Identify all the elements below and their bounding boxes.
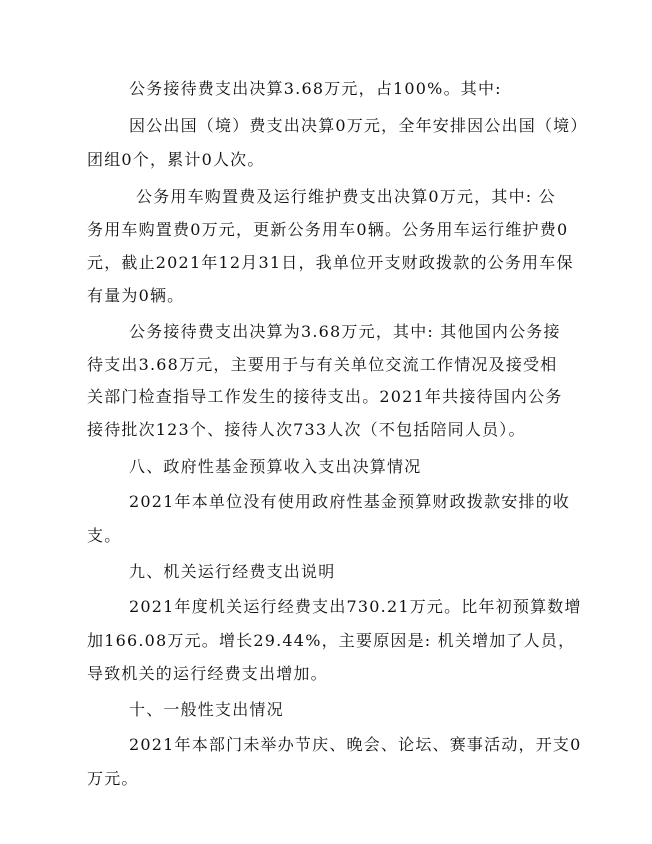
section-heading-8: 八、政府性基金预算收入支出决算情况 xyxy=(129,457,422,476)
text-line-overseas-groups: 团组0个，累计0人次。 xyxy=(87,150,265,169)
text-line-general-2: 万元。 xyxy=(87,769,139,788)
text-line-overseas-travel: 因公出国（境）费支出决算0万元，全年安排因公出国（境） xyxy=(129,116,588,135)
text-line-general-1: 2021年本部门未举办节庆、晚会、论坛、赛事活动，开支0 xyxy=(129,735,582,754)
text-line-official-reception: 公务接待费支出决算3.68万元，占100%。其中: xyxy=(129,79,502,98)
section-heading-10: 十、一般性支出情况 xyxy=(129,700,284,719)
text-line-fund-1: 2021年本单位没有使用政府性基金预算财政拨款安排的收 xyxy=(129,492,571,511)
section-heading-9: 九、机关运行经费支出说明 xyxy=(129,562,336,581)
text-line-vehicles-1: 公务用车购置费及运行维护费支出决算0万元，其中: 公 xyxy=(136,187,556,206)
text-line-reception-2: 待支出3.68万元，主要用于与有关单位交流工作情况及接受相 xyxy=(87,355,558,374)
text-line-reception-1: 公务接待费支出决算为3.68万元，其中: 其他国内公务接 xyxy=(129,322,561,341)
text-line-vehicles-4: 有量为0辆。 xyxy=(87,286,185,305)
text-line-operating-2: 加166.08万元。增长29.44%，主要原因是: 机关增加了人员， xyxy=(87,631,576,650)
text-line-vehicles-2: 务用车购置费0万元，更新公务用车0辆。公务用车运行维护费0 xyxy=(87,220,569,239)
text-line-fund-2: 支。 xyxy=(87,526,122,545)
text-line-reception-3: 关部门检查指导工作发生的接待支出。2021年共接待国内公务 xyxy=(87,387,563,406)
text-line-operating-1: 2021年度机关运行经费支出730.21万元。比年初预算数增 xyxy=(129,597,582,616)
text-line-reception-4: 接待批次123个、接待人次733人次（不包括陪同人员）。 xyxy=(87,420,526,439)
text-line-vehicles-3: 元，截止2021年12月31日，我单位开支财政拨款的公务用车保 xyxy=(87,253,574,272)
text-line-operating-3: 导致机关的运行经费支出增加。 xyxy=(87,664,328,683)
